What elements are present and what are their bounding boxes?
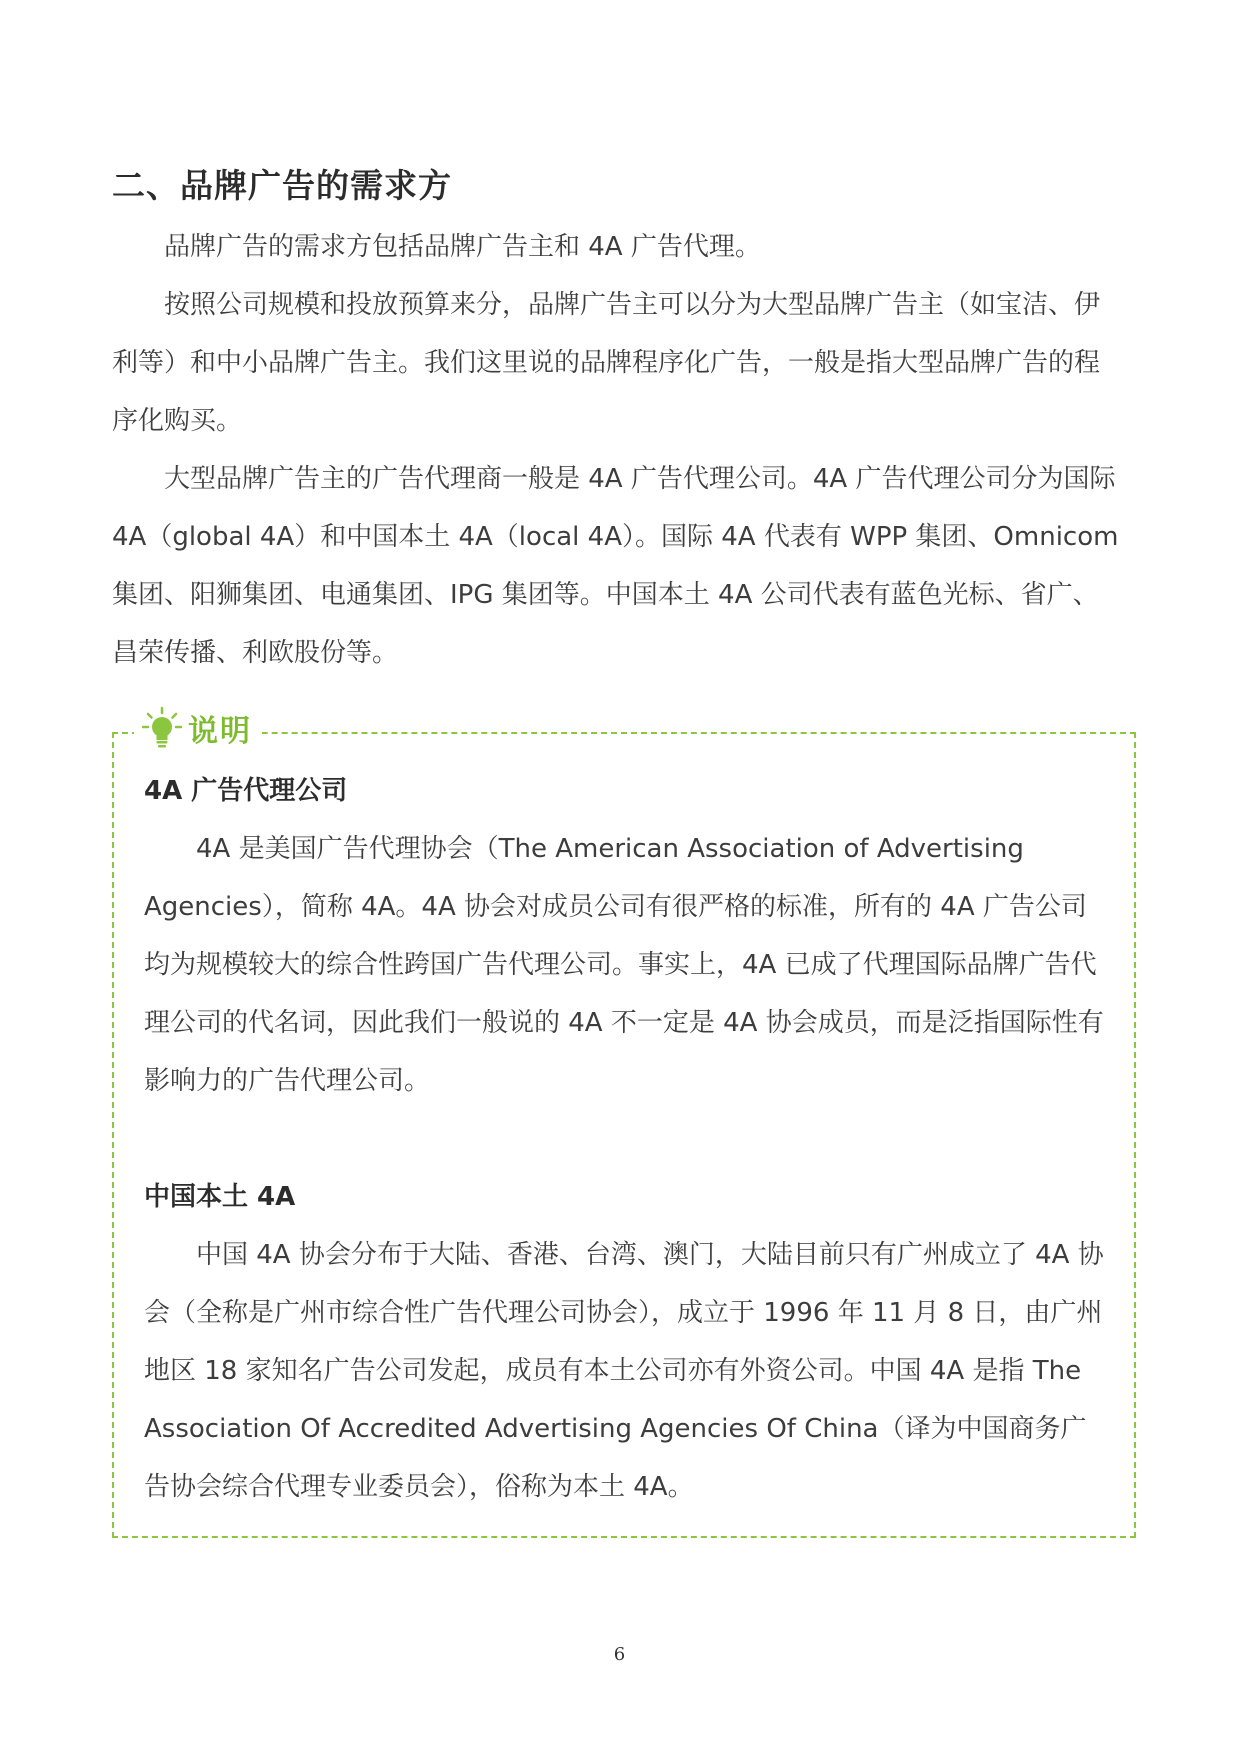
note-label <box>134 706 262 750</box>
section-spacer <box>144 1110 1108 1168</box>
body-text <box>112 218 1122 682</box>
paragraph: 大型品牌广告主的广告代理商一般是 4A 广告代理公司。4A 广告代理公司分为国际 4A（global 4A）和中国本土 4A（local 4A）。国际 4A 代表有 WPP 集团、Omnicom 集团、阳狮集团、电通集团、IPG 集团等。中国本土 4A 公司代表有蓝色光标、省广、昌荣传播、利欧股份等。 <box>112 464 1119 668</box>
paragraph: 品牌广告的需求方包括品牌广告主和 4A 广告代理。 <box>164 232 761 262</box>
page-number: 6 <box>613 1644 626 1665</box>
section-heading: 二、品牌广告的需求方 <box>112 166 452 205</box>
note-section-text: 4A 是美国广告代理协会（The American Association of Advertising Agencies），简称 4A。4A 协会对成员公司有很严格的标准，所有的 4A 广告公司均为规模较大的综合性跨国广告代理公司。事实上，4A 已成了代理国际品牌广告代理公司的代名词，因此我们一般说的 4A 不一定是 4A 协会成员，而是泛指国际性有影响力的广告代理公司。 <box>144 834 1104 1096</box>
lightbulb-icon <box>142 706 182 750</box>
note-content <box>144 762 1108 1516</box>
note-section-title: 4A 广告代理公司 <box>144 776 348 806</box>
paragraph: 按照公司规模和投放预算来分，品牌广告主可以分为大型品牌广告主（如宝洁、伊利等）和中小品牌广告主。我们这里说的品牌程序化广告，一般是指大型品牌广告的程序化购买。 <box>112 290 1101 436</box>
note-title: 说明 <box>188 714 252 749</box>
note-section-text: 中国 4A 协会分布于大陆、香港、台湾、澳门，大陆目前只有广州成立了 4A 协会（全称是广州市综合性广告代理公司协会），成立于 1996 年 11 月 8 日，由广州地区 18 家知名广告公司发起，成员有本土公司亦有外资公司。中国 4A 是指 The Association Of Accredited Advertising Agencies Of China（译为中国商务广告协会综合代理专业委员会），俗称为本土 4A。 <box>144 1240 1104 1502</box>
note-box <box>112 714 1136 1538</box>
note-section-title: 中国本土 4A <box>144 1182 296 1212</box>
